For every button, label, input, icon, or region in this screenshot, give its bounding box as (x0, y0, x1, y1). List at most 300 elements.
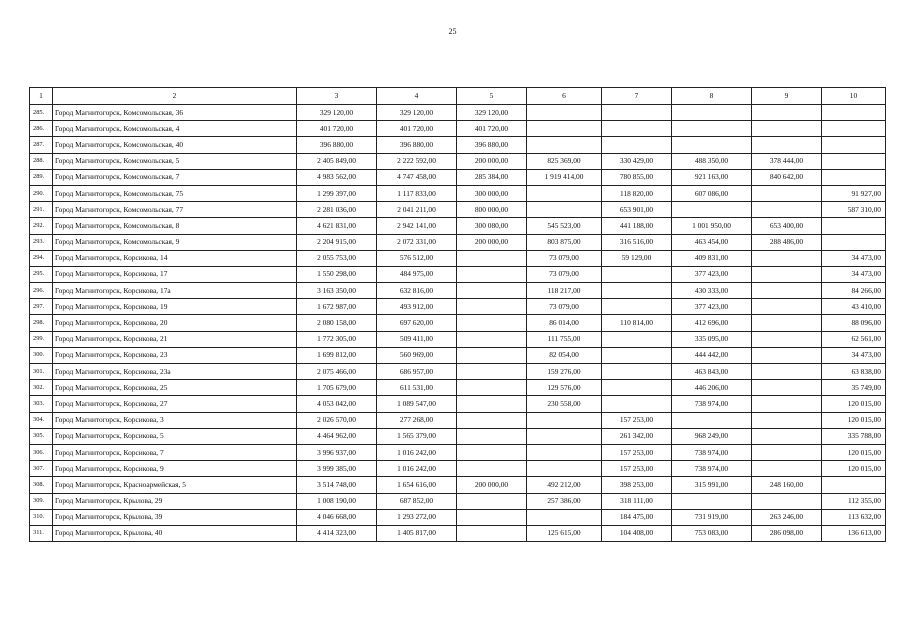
cell-col-3: 4 621 831,00 (297, 218, 377, 234)
cell-col-5 (457, 331, 527, 347)
cell-col-7 (602, 283, 672, 299)
cell-col-5: 200 000,00 (457, 153, 527, 169)
cell-col-3: 4 046 668,00 (297, 509, 377, 525)
cell-col-10: 120 015,00 (822, 444, 886, 460)
cell-col-3: 1 699 812,00 (297, 347, 377, 363)
cell-col-9 (752, 299, 822, 315)
address: Город Магнитогорск, Корсикова, 23 (53, 347, 297, 363)
cell-col-3: 3 163 350,00 (297, 283, 377, 299)
cell-col-7 (602, 331, 672, 347)
page-number: 25 (448, 27, 457, 36)
row-number: 299. (30, 331, 53, 347)
cell-col-7 (602, 121, 672, 137)
cell-col-7 (602, 347, 672, 363)
cell-col-5 (457, 250, 527, 266)
table-row (30, 105, 886, 121)
row-number: 305. (30, 428, 53, 444)
cell-col-6: 545 523,00 (527, 218, 602, 234)
cell-col-8: 1 001 950,00 (672, 218, 752, 234)
cell-col-9 (752, 121, 822, 137)
row-number: 300. (30, 347, 53, 363)
address: Город Магнитогорск, Корсикова, 25 (53, 380, 297, 396)
cell-col-5 (457, 315, 527, 331)
cell-col-3: 4 983 562,00 (297, 169, 377, 185)
cell-col-10: 62 561,00 (822, 331, 886, 347)
cell-col-10: 113 632,00 (822, 509, 886, 525)
cell-col-5 (457, 347, 527, 363)
address: Город Магнитогорск, Корсикова, 20 (53, 315, 297, 331)
column-header: 4 (377, 88, 457, 105)
cell-col-8: 409 831,00 (672, 250, 752, 266)
cell-col-6: 257 386,00 (527, 493, 602, 509)
cell-col-6: 125 615,00 (527, 525, 602, 541)
cell-col-7 (602, 137, 672, 153)
cell-col-3: 396 880,00 (297, 137, 377, 153)
cell-col-7: 157 253,00 (602, 444, 672, 460)
cell-col-3: 401 720,00 (297, 121, 377, 137)
cell-col-5 (457, 299, 527, 315)
address: Город Магнитогорск, Крылова, 39 (53, 509, 297, 525)
cell-col-10: 335 788,00 (822, 428, 886, 444)
cell-col-3: 4 414 323,00 (297, 525, 377, 541)
cell-col-7 (602, 299, 672, 315)
column-header: 8 (672, 88, 752, 105)
cell-col-8: 753 083,00 (672, 525, 752, 541)
cell-col-3: 329 120,00 (297, 105, 377, 121)
cell-col-9 (752, 428, 822, 444)
cell-col-9 (752, 283, 822, 299)
cell-col-3: 2 055 753,00 (297, 250, 377, 266)
cell-col-3: 4 053 042,00 (297, 396, 377, 412)
table-row (30, 493, 886, 509)
cell-col-7: 318 111,00 (602, 493, 672, 509)
row-number: 308. (30, 477, 53, 493)
cell-col-4: 1 117 833,00 (377, 185, 457, 201)
table-body (30, 88, 886, 542)
cell-col-7 (602, 364, 672, 380)
cell-col-9 (752, 412, 822, 428)
column-header: 5 (457, 88, 527, 105)
table-row (30, 153, 886, 169)
cell-col-7: 104 408,00 (602, 525, 672, 541)
cell-col-5 (457, 428, 527, 444)
cell-col-3: 1 705 679,00 (297, 380, 377, 396)
cell-col-10 (822, 234, 886, 250)
address: Город Магнитогорск, Корсикова, 17 (53, 266, 297, 282)
cell-col-8: 412 696,00 (672, 315, 752, 331)
cell-col-5 (457, 283, 527, 299)
address: Город Магнитогорск, Корсикова, 14 (53, 250, 297, 266)
header-row (30, 88, 886, 105)
address: Город Магнитогорск, Корсикова, 3 (53, 412, 297, 428)
cell-col-8 (672, 493, 752, 509)
cell-col-5 (457, 380, 527, 396)
cell-col-4: 1 654 616,00 (377, 477, 457, 493)
cell-col-10: 88 096,00 (822, 315, 886, 331)
cell-col-10: 35 749,00 (822, 380, 886, 396)
cell-col-7: 184 475,00 (602, 509, 672, 525)
cell-col-4: 576 512,00 (377, 250, 457, 266)
cell-col-7: 330 429,00 (602, 153, 672, 169)
cell-col-8: 731 919,00 (672, 509, 752, 525)
cell-col-4: 4 747 458,00 (377, 169, 457, 185)
address: Город Магнитогорск, Комсомольская, 5 (53, 153, 297, 169)
cell-col-9 (752, 202, 822, 218)
cell-col-6 (527, 137, 602, 153)
cell-col-8: 738 974,00 (672, 461, 752, 477)
row-number: 292. (30, 218, 53, 234)
cell-col-5 (457, 266, 527, 282)
cell-col-4: 2 041 211,00 (377, 202, 457, 218)
table-row (30, 364, 886, 380)
cell-col-4: 560 969,00 (377, 347, 457, 363)
table-row (30, 218, 886, 234)
cell-col-5: 300 080,00 (457, 218, 527, 234)
cell-col-9 (752, 137, 822, 153)
address: Город Магнитогорск, Корсикова, 5 (53, 428, 297, 444)
cell-col-3: 1 299 397,00 (297, 185, 377, 201)
address: Город Магнитогорск, Комсомольская, 36 (53, 105, 297, 121)
cell-col-5: 300 000,00 (457, 185, 527, 201)
column-header: 2 (53, 88, 297, 105)
cell-col-8: 968 249,00 (672, 428, 752, 444)
cell-col-5 (457, 493, 527, 509)
cell-col-9: 286 098,00 (752, 525, 822, 541)
cell-col-4: 509 411,00 (377, 331, 457, 347)
cell-col-9: 653 400,00 (752, 218, 822, 234)
table-row (30, 509, 886, 525)
cell-col-3: 1 672 987,00 (297, 299, 377, 315)
cell-col-8: 430 333,00 (672, 283, 752, 299)
table-row (30, 331, 886, 347)
address: Город Магнитогорск, Комсомольская, 40 (53, 137, 297, 153)
cell-col-3: 3 996 937,00 (297, 444, 377, 460)
cell-col-9 (752, 315, 822, 331)
table-row (30, 461, 886, 477)
cell-col-7: 157 253,00 (602, 461, 672, 477)
cell-col-4: 687 852,00 (377, 493, 457, 509)
cell-col-6: 803 875,00 (527, 234, 602, 250)
cell-col-4: 686 957,00 (377, 364, 457, 380)
cell-col-4: 401 720,00 (377, 121, 457, 137)
table-row (30, 315, 886, 331)
cell-col-3: 3 514 748,00 (297, 477, 377, 493)
cell-col-4: 1 405 817,00 (377, 525, 457, 541)
cell-col-6 (527, 444, 602, 460)
cell-col-6 (527, 185, 602, 201)
cell-col-10 (822, 121, 886, 137)
cell-col-5 (457, 412, 527, 428)
cell-col-8: 335 095,00 (672, 331, 752, 347)
cell-col-3: 2 026 570,00 (297, 412, 377, 428)
column-header: 1 (30, 88, 53, 105)
cell-col-3: 1 550 298,00 (297, 266, 377, 282)
cell-col-6 (527, 509, 602, 525)
cell-col-7: 398 253,00 (602, 477, 672, 493)
row-number: 310. (30, 509, 53, 525)
cell-col-8: 463 454,00 (672, 234, 752, 250)
cell-col-9 (752, 461, 822, 477)
table-row (30, 266, 886, 282)
cell-col-9 (752, 331, 822, 347)
cell-col-8: 463 843,00 (672, 364, 752, 380)
cell-col-8 (672, 121, 752, 137)
cell-col-5 (457, 525, 527, 541)
cell-col-10: 120 015,00 (822, 412, 886, 428)
cell-col-7: 441 188,00 (602, 218, 672, 234)
cell-col-3: 1 772 305,00 (297, 331, 377, 347)
table-row (30, 444, 886, 460)
cell-col-5: 329 120,00 (457, 105, 527, 121)
cell-col-4: 2 222 592,00 (377, 153, 457, 169)
table-row (30, 347, 886, 363)
cell-col-3: 1 008 190,00 (297, 493, 377, 509)
address: Город Магнитогорск, Крылова, 40 (53, 525, 297, 541)
cell-col-5: 401 720,00 (457, 121, 527, 137)
cell-col-4: 1 089 547,00 (377, 396, 457, 412)
cell-col-10 (822, 105, 886, 121)
cell-col-6 (527, 121, 602, 137)
cell-col-7: 110 814,00 (602, 315, 672, 331)
row-number: 304. (30, 412, 53, 428)
cell-col-6: 1 919 414,00 (527, 169, 602, 185)
cell-col-7 (602, 266, 672, 282)
cell-col-9 (752, 250, 822, 266)
cell-col-6 (527, 428, 602, 444)
row-number: 285. (30, 105, 53, 121)
table-row (30, 525, 886, 541)
column-header: 9 (752, 88, 822, 105)
row-number: 289. (30, 169, 53, 185)
cell-col-9 (752, 380, 822, 396)
cell-col-3: 2 281 036,00 (297, 202, 377, 218)
cell-col-6: 825 369,00 (527, 153, 602, 169)
cell-col-8 (672, 412, 752, 428)
table-row (30, 169, 886, 185)
cell-col-5: 396 880,00 (457, 137, 527, 153)
cell-col-6 (527, 461, 602, 477)
table-row (30, 477, 886, 493)
table-row (30, 283, 886, 299)
cell-col-7 (602, 105, 672, 121)
address: Город Магнитогорск, Корсикова, 17а (53, 283, 297, 299)
table-row (30, 299, 886, 315)
cell-col-9 (752, 347, 822, 363)
cell-col-4: 277 268,00 (377, 412, 457, 428)
cell-col-3: 2 405 849,00 (297, 153, 377, 169)
cell-col-8: 488 350,00 (672, 153, 752, 169)
table-row (30, 137, 886, 153)
cell-col-8: 315 991,00 (672, 477, 752, 493)
table-row (30, 121, 886, 137)
cell-col-10: 34 473,00 (822, 266, 886, 282)
cell-col-7: 653 901,00 (602, 202, 672, 218)
cell-col-4: 484 975,00 (377, 266, 457, 282)
cell-col-8: 377 423,00 (672, 299, 752, 315)
address: Город Магнитогорск, Комсомольская, 75 (53, 185, 297, 201)
table-row (30, 380, 886, 396)
table-row (30, 185, 886, 201)
cell-col-9 (752, 105, 822, 121)
cell-col-3: 4 464 962,00 (297, 428, 377, 444)
cell-col-4: 1 565 379,00 (377, 428, 457, 444)
address: Город Магнитогорск, Корсикова, 21 (53, 331, 297, 347)
cell-col-9: 288 486,00 (752, 234, 822, 250)
cell-col-8: 738 974,00 (672, 444, 752, 460)
cell-col-4: 697 620,00 (377, 315, 457, 331)
cell-col-8: 738 974,00 (672, 396, 752, 412)
cell-col-10: 136 613,00 (822, 525, 886, 541)
cell-col-9 (752, 493, 822, 509)
cell-col-6: 159 276,00 (527, 364, 602, 380)
cell-col-10: 587 310,00 (822, 202, 886, 218)
cell-col-7 (602, 396, 672, 412)
cell-col-3: 2 080 158,00 (297, 315, 377, 331)
row-number: 290. (30, 185, 53, 201)
cell-col-3: 3 999 385,00 (297, 461, 377, 477)
table-row (30, 234, 886, 250)
address: Город Магнитогорск, Комсомольская, 7 (53, 169, 297, 185)
cell-col-9 (752, 185, 822, 201)
cell-col-10 (822, 218, 886, 234)
address: Город Магнитогорск, Комсомольская, 77 (53, 202, 297, 218)
address: Город Магнитогорск, Красноармейская, 5 (53, 477, 297, 493)
cell-col-10: 91 927,00 (822, 185, 886, 201)
cell-col-10: 120 015,00 (822, 461, 886, 477)
cell-col-4: 611 531,00 (377, 380, 457, 396)
row-number: 293. (30, 234, 53, 250)
cell-col-5: 200 000,00 (457, 477, 527, 493)
column-header: 10 (822, 88, 886, 105)
cell-col-5 (457, 396, 527, 412)
row-number: 298. (30, 315, 53, 331)
address: Город Магнитогорск, Корсикова, 7 (53, 444, 297, 460)
cell-col-9 (752, 444, 822, 460)
cell-col-10: 112 355,00 (822, 493, 886, 509)
cell-col-4: 2 942 141,00 (377, 218, 457, 234)
row-number: 307. (30, 461, 53, 477)
address: Город Магнитогорск, Корсикова, 19 (53, 299, 297, 315)
cell-col-8: 444 442,00 (672, 347, 752, 363)
row-number: 294. (30, 250, 53, 266)
cell-col-9 (752, 396, 822, 412)
cell-col-9 (752, 266, 822, 282)
cell-col-4: 2 072 331,00 (377, 234, 457, 250)
cell-col-9: 378 444,00 (752, 153, 822, 169)
address: Город Магнитогорск, Комсомольская, 9 (53, 234, 297, 250)
cell-col-4: 1 293 272,00 (377, 509, 457, 525)
cell-col-8: 446 206,00 (672, 380, 752, 396)
cell-col-10: 63 838,00 (822, 364, 886, 380)
cell-col-6: 82 054,00 (527, 347, 602, 363)
cell-col-3: 2 075 466,00 (297, 364, 377, 380)
cell-col-6: 111 755,00 (527, 331, 602, 347)
row-number: 309. (30, 493, 53, 509)
cell-col-5: 285 384,00 (457, 169, 527, 185)
address: Город Магнитогорск, Корсикова, 9 (53, 461, 297, 477)
cell-col-10: 34 473,00 (822, 250, 886, 266)
cell-col-4: 1 016 242,00 (377, 444, 457, 460)
cell-col-10 (822, 137, 886, 153)
row-number: 295. (30, 266, 53, 282)
cell-col-4: 396 880,00 (377, 137, 457, 153)
cell-col-5: 800 000,00 (457, 202, 527, 218)
cell-col-10: 120 015,00 (822, 396, 886, 412)
cell-col-8 (672, 105, 752, 121)
register-table (29, 87, 886, 542)
cell-col-8: 607 086,00 (672, 185, 752, 201)
row-number: 286. (30, 121, 53, 137)
cell-col-6: 230 558,00 (527, 396, 602, 412)
cell-col-7: 316 516,00 (602, 234, 672, 250)
table-row (30, 428, 886, 444)
cell-col-5 (457, 444, 527, 460)
cell-col-6 (527, 105, 602, 121)
cell-col-4: 329 120,00 (377, 105, 457, 121)
cell-col-9 (752, 364, 822, 380)
cell-col-8 (672, 137, 752, 153)
cell-col-4: 493 912,00 (377, 299, 457, 315)
cell-col-6: 129 576,00 (527, 380, 602, 396)
column-header: 6 (527, 88, 602, 105)
cell-col-8: 921 163,00 (672, 169, 752, 185)
cell-col-9: 840 642,00 (752, 169, 822, 185)
row-number: 306. (30, 444, 53, 460)
address: Город Магнитогорск, Крылова, 29 (53, 493, 297, 509)
cell-col-10: 34 473,00 (822, 347, 886, 363)
cell-col-6: 86 014,00 (527, 315, 602, 331)
table-row (30, 250, 886, 266)
cell-col-9: 263 246,00 (752, 509, 822, 525)
cell-col-6 (527, 412, 602, 428)
cell-col-10 (822, 169, 886, 185)
cell-col-7: 59 129,00 (602, 250, 672, 266)
cell-col-10 (822, 153, 886, 169)
cell-col-8: 377 423,00 (672, 266, 752, 282)
cell-col-8 (672, 202, 752, 218)
cell-col-7 (602, 380, 672, 396)
cell-col-7: 157 253,00 (602, 412, 672, 428)
row-number: 291. (30, 202, 53, 218)
cell-col-4: 632 816,00 (377, 283, 457, 299)
table-row (30, 202, 886, 218)
cell-col-5 (457, 509, 527, 525)
cell-col-5: 200 000,00 (457, 234, 527, 250)
cell-col-6: 492 212,00 (527, 477, 602, 493)
row-number: 287. (30, 137, 53, 153)
cell-col-3: 2 204 915,00 (297, 234, 377, 250)
row-number: 302. (30, 380, 53, 396)
cell-col-7: 118 820,00 (602, 185, 672, 201)
cell-col-6: 118 217,00 (527, 283, 602, 299)
cell-col-7: 261 342,00 (602, 428, 672, 444)
table-row (30, 396, 886, 412)
address: Город Магнитогорск, Комсомольская, 4 (53, 121, 297, 137)
row-number: 301. (30, 364, 53, 380)
row-number: 297. (30, 299, 53, 315)
cell-col-6: 73 079,00 (527, 266, 602, 282)
row-number: 296. (30, 283, 53, 299)
cell-col-6: 73 079,00 (527, 299, 602, 315)
cell-col-7: 780 855,00 (602, 169, 672, 185)
cell-col-10: 43 410,00 (822, 299, 886, 315)
address: Город Магнитогорск, Корсикова, 23а (53, 364, 297, 380)
cell-col-5 (457, 461, 527, 477)
cell-col-6 (527, 202, 602, 218)
cell-col-6: 73 079,00 (527, 250, 602, 266)
row-number: 303. (30, 396, 53, 412)
address: Город Магнитогорск, Комсомольская, 8 (53, 218, 297, 234)
